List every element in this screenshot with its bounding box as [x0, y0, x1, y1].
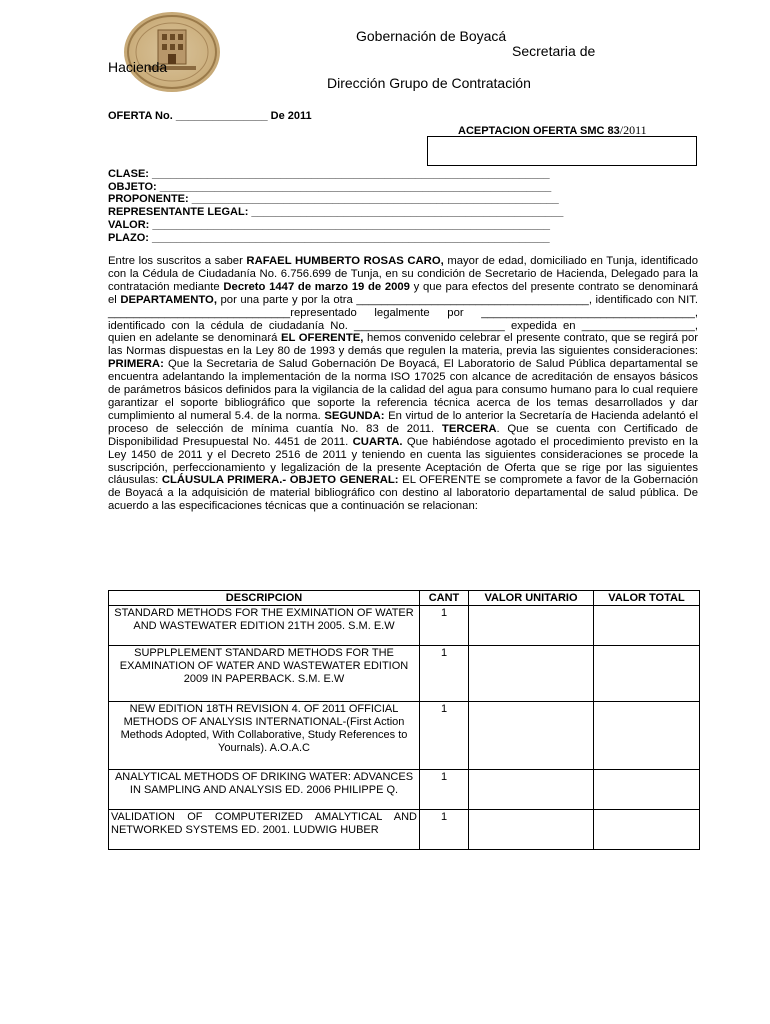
aceptacion-box [427, 136, 697, 166]
row-description: VALIDATION OF COMPUTERIZED AMALYTICAL AND NETWORKED SYSTEMS ED. 2001. LUDWIG HUBER [109, 810, 420, 850]
field-objeto: OBJETO: ________________________________________________________________ [108, 181, 552, 193]
row-total-value [594, 702, 700, 770]
header-descripcion: DESCRIPCION [109, 591, 420, 606]
body-text-1: Entre los suscritos a saber [108, 255, 247, 267]
field-representante-legal: REPRESENTANTE LEGAL: ___________________________________________________ [108, 206, 564, 218]
body-text-6: Que la Secretaria de Salud Gobernación De Boyacá, El Laboratorio de Salud Pública departamental se encuentra adelantando la implementación de la norma ISO 17025 con alcance de acreditación de ensayos básicos de parámetros básicos definidos para la vigilancia de la calidad del agua para consumo humano para lo cual requiere garantizar el soporte bibliográfico que soporte la referencia técnica acerca de los temas desarrollados y dar cumplimiento al numeral 5.4. de la norma. [108, 358, 698, 422]
tercera-label: TERCERA [441, 422, 497, 435]
row-quantity: 1 [420, 646, 469, 702]
row-total-value [594, 770, 700, 810]
body-text-7: En virtud de lo anterior la Secretaría de Hacienda adelantó el proceso de selección de mínima cuantía No. 83 de 2011. [108, 409, 698, 435]
header-valor-unitario: VALOR UNITARIO [469, 591, 594, 606]
body-text-8: . Que se cuenta con Certificado de Disponibilidad Presupuestal No. 4451 de 2011. [108, 422, 699, 448]
row-unit-value [469, 810, 594, 850]
body-text-2: mayor de edad, domiciliado en Tunja, identificado con la Cédula de Ciudadanía No. 6.756.699 de Tunja, en su condición de Secretario de Hacienda, Delegado para la contratación mediante [108, 255, 698, 293]
row-description: ANALYTICAL METHODS OF DRIKING WATER: ADVANCES IN SAMPLING AND ANALYSIS ED. 2006 PHILIPPE Q. [109, 770, 420, 810]
body-text-10: EL OFERENTE se compromete a favor de la Gobernación de Boyacá a la adquisición de material bibliográfico con destino al laboratorio departamental de salud pública. De acuerdo a las especificaciones técnicas que a continuación se relacionan: [108, 474, 699, 513]
row-unit-value [469, 606, 594, 646]
table-row [109, 770, 700, 810]
clausula-primera-label: CLÁUSULA PRIMERA.- OBJETO GENERAL: [161, 474, 399, 487]
row-description: NEW EDITION 18TH REVISION 4. OF 2011 OFFICIAL METHODS OF ANALYSIS INTERNATIONAL-(First Action Methods Adopted, With Collaborative, Study References to Yournals). A.O.A.C [109, 702, 420, 770]
row-total-value [594, 606, 700, 646]
gobernacion-seal-logo [124, 12, 220, 92]
oferta-number-line: OFERTA No. _______________ De 2011 [108, 110, 312, 122]
header-gobernacion: Gobernación de Boyacá [356, 28, 507, 44]
row-quantity: 1 [420, 606, 469, 646]
table-row [109, 810, 700, 850]
row-quantity: 1 [420, 810, 469, 850]
contract-body [108, 255, 698, 513]
header-direccion: Dirección Grupo de Contratación [327, 75, 531, 91]
table-header-row [109, 591, 700, 606]
body-text-9: Que habiéndose agotado el procedimiento previsto en la Ley 1450 de 2011 y el Decreto 2516 de 2011 y teniendo en cuenta las siguientes consideraciones se procede la suscripción, perfeccionamiento y legalización de la presente Aceptación de Oferta que se rige por las siguientes cláusulas: [108, 435, 698, 487]
table-row [109, 646, 700, 702]
cuarta-label: CUARTA. [352, 435, 403, 448]
field-proponente: PROPONENTE: ____________________________________________________________ [108, 193, 559, 205]
departamento-label: DEPARTAMENTO, [120, 293, 217, 306]
segunda-label: SEGUNDA: [324, 409, 385, 422]
body-text-5: hemos convenido celebrar el presente contrato, que se regirá por las Normas dispuestas en la Ley 80 de 1993 y demás que regulen la materia, previa las siguientes consideraciones: [108, 332, 698, 358]
row-quantity: 1 [420, 770, 469, 810]
field-clase: CLASE: _________________________________________________________________ [108, 168, 550, 180]
header-secretaria: Secretaria de [512, 43, 596, 59]
field-plazo: PLAZO: _________________________________________________________________ [108, 232, 550, 244]
contract-paragraph [108, 255, 698, 513]
field-valor: VALOR: _________________________________________________________________ [108, 219, 551, 231]
row-unit-value [469, 702, 594, 770]
row-quantity: 1 [420, 702, 469, 770]
secretario-name: RAFAEL HUMBERTO ROSAS CARO, [246, 255, 444, 267]
oferente-label: EL OFERENTE, [280, 332, 364, 345]
row-total-value [594, 646, 700, 702]
decreto-ref: Decreto 1447 de marzo 19 de 2009 [223, 280, 410, 293]
items-table [108, 590, 700, 850]
row-total-value [594, 810, 700, 850]
header-cant: CANT [420, 591, 469, 606]
row-description: SUPPLPLEMENT STANDARD METHODS FOR THE EXAMINATION OF WATER AND WASTEWATER EDITION 2009 IN PAPERBACK. S.M. E.W [109, 646, 420, 702]
table-row [109, 702, 700, 770]
table-row [109, 606, 700, 646]
header-hacienda: Hacienda [108, 59, 168, 75]
aceptacion-label: ACEPTACION OFERTA SMC 83 [458, 125, 620, 137]
primera-label: PRIMERA: [108, 358, 164, 371]
row-unit-value [469, 770, 594, 810]
body-text-3: y que para efectos del presente contrato se denominará el [108, 280, 698, 306]
aceptacion-year: /2011 [619, 123, 647, 137]
header-valor-total: VALOR TOTAL [594, 591, 700, 606]
body-text-4: por una parte y por la otra _____________________________________, identificado con NIT. _____________________________representado legalmente por __________________________________, identificado con la cédula de ciudadanía No. ________________________ expedida en __________________, quien en adelante se denominará [108, 293, 698, 345]
row-description: STANDARD METHODS FOR THE EXMINATION OF WATER AND WASTEWATER EDITION 21TH 2005. S.M. E.W [109, 606, 420, 646]
row-unit-value [469, 646, 594, 702]
